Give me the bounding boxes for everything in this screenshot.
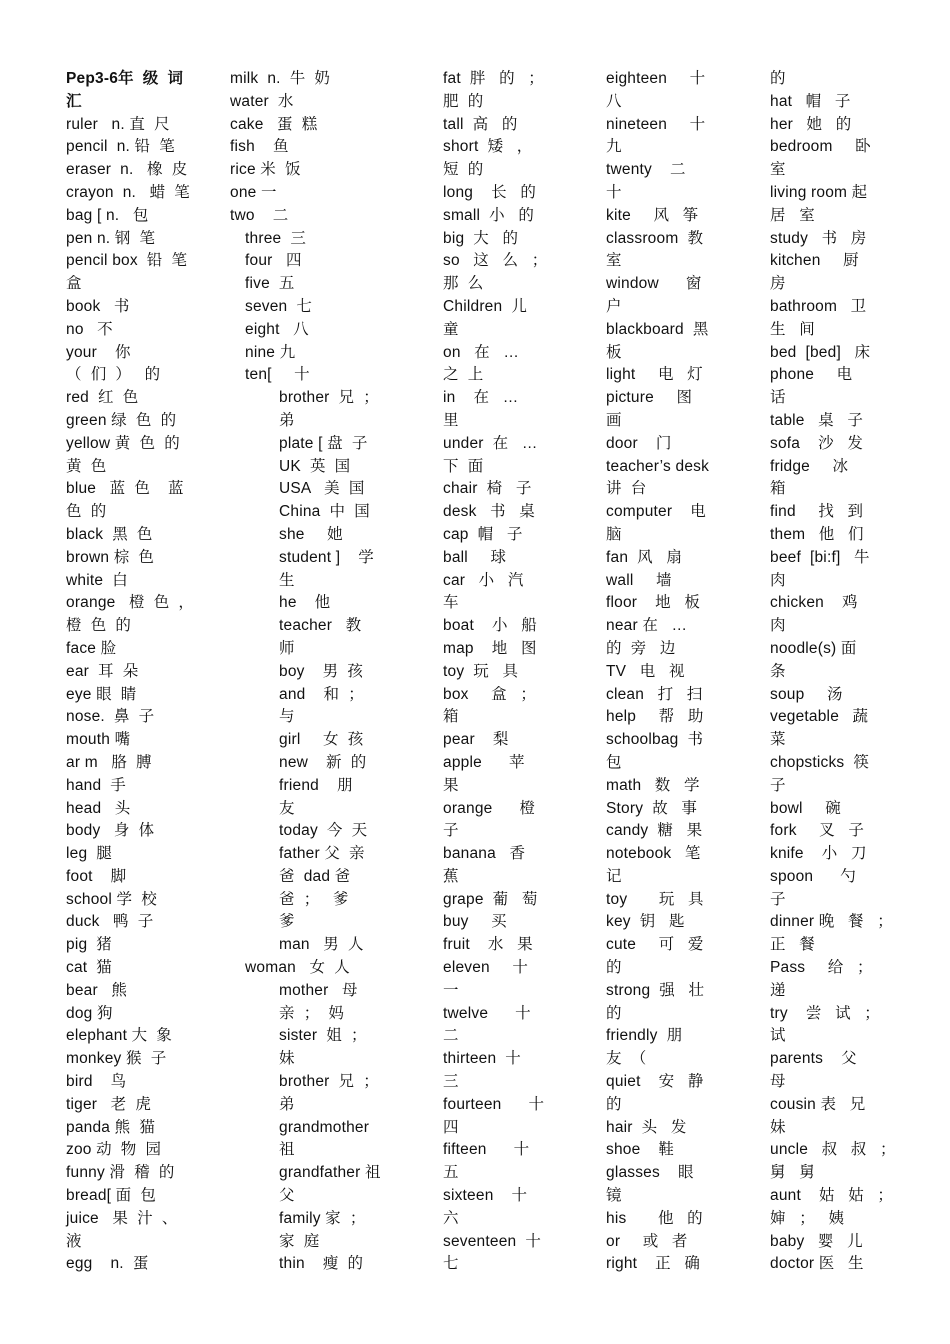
vocab-line: head 头 <box>66 799 131 817</box>
vocab-line: twenty 二 <box>606 161 686 179</box>
vocab-line: toy 玩 具 <box>443 662 519 680</box>
vocab-line: 试 <box>770 1027 786 1045</box>
vocab-line: 的 <box>606 1095 622 1113</box>
vocab-line: study 书 房 <box>770 229 867 247</box>
vocab-line: USA 美 国 <box>279 480 365 498</box>
vocab-line: orange 橙 色 ， <box>66 594 195 612</box>
vocab-line: hand 手 <box>66 776 126 794</box>
vocab-line: banana 香 <box>443 845 526 863</box>
vocab-line: pen n. 钢 笔 <box>66 229 156 247</box>
vocab-line: short 矮 ， <box>443 138 533 156</box>
vocab-line: near 在 … <box>606 617 688 635</box>
vocab-line: school 学 校 <box>66 890 157 908</box>
vocab-line: China 中 国 <box>279 503 370 521</box>
vocab-line: beef [bi:f] 牛 <box>770 548 870 566</box>
vocab-line: 童 <box>443 320 459 338</box>
vocab-line: boy 男 孩 <box>279 662 364 680</box>
vocab-line: them 他 们 <box>770 525 864 543</box>
vocab-line: 亲 ； 妈 <box>279 1004 345 1022</box>
vocab-line: 爹 <box>279 913 295 931</box>
vocab-line: friend 朋 <box>279 776 353 794</box>
vocab-line: floor 地 板 <box>606 594 701 612</box>
vocab-line: she 她 <box>279 525 343 543</box>
vocab-line: bread[ 面 包 <box>66 1187 157 1205</box>
vocab-line: today 今 天 <box>279 822 368 840</box>
vocab-line: eye 眼 睛 <box>66 685 137 703</box>
vocab-line: apple 苹 <box>443 753 525 771</box>
vocab-line: 蕉 <box>443 867 459 885</box>
vocab-line: thin 瘦 的 <box>279 1255 364 1273</box>
vocab-line: 肉 <box>770 617 786 635</box>
vocab-line: rice 米 饭 <box>230 161 301 179</box>
vocab-line: 子 <box>770 890 786 908</box>
vocab-line: window 窗 <box>606 275 702 293</box>
vocab-line: grape 葡 萄 <box>443 890 538 908</box>
vocab-line: ar m 胳 膊 <box>66 753 152 771</box>
vocab-line: pencil n. 铅 笔 <box>66 138 175 156</box>
vocab-line: fridge 冰 <box>770 457 849 475</box>
vocab-line: ball 球 <box>443 548 507 566</box>
vocab-line: 户 <box>606 297 622 315</box>
vocab-line: body 身 体 <box>66 822 155 840</box>
vocab-line: map 地 图 <box>443 639 537 657</box>
vocab-line: bag [ n. 包 <box>66 206 149 224</box>
vocab-line: bedroom 卧 <box>770 138 871 156</box>
vocab-line: chopsticks 筷 <box>770 753 870 771</box>
vocab-line: grandmother <box>279 1118 370 1136</box>
vocab-line: 盒 <box>66 275 82 293</box>
vocab-line: ten[ 十 <box>245 366 310 384</box>
vocab-line: spoon 勺 <box>770 867 856 885</box>
vocab-line: 师 <box>279 639 295 657</box>
vocab-line: right 正 确 <box>606 1255 701 1273</box>
vocab-line: 爸 ； 爹 <box>279 890 349 908</box>
vocab-column-2 <box>230 68 388 1276</box>
vocab-line: candy 糖 果 <box>606 822 703 840</box>
vocab-line: phone 电 <box>770 366 853 384</box>
vocab-line: ruler n. 直 尺 <box>66 115 170 133</box>
vocab-line: computer 电 <box>606 503 706 521</box>
vocab-line: duck 鸭 子 <box>66 913 154 931</box>
vocab-column-4 <box>606 68 708 1276</box>
vocab-line: 子 <box>770 776 786 794</box>
vocab-line: 那 么 <box>443 275 484 293</box>
vocab-line: 一 <box>443 981 459 999</box>
vocab-line: green 绿 色 的 <box>66 411 177 429</box>
vocab-line: box 盒 ； <box>443 685 537 703</box>
vocab-line: tall 高 的 <box>443 115 518 133</box>
vocab-line: 三 <box>443 1073 459 1091</box>
vocab-line: 妹 <box>279 1050 295 1068</box>
vocab-line: 弟 <box>279 1095 295 1113</box>
vocab-line: cat 猫 <box>66 959 112 977</box>
vocab-line: pencil box 铅 笔 <box>66 252 188 270</box>
vocab-line: key 钥 匙 <box>606 913 685 931</box>
vocab-line: white 白 <box>66 571 128 589</box>
vocab-line: 黄 色 <box>66 457 107 475</box>
vocab-line: 话 <box>770 389 786 407</box>
vocab-line: door 门 <box>606 434 672 452</box>
vocab-line: schoolbag 书 <box>606 731 704 749</box>
vocab-line: 子 <box>443 822 459 840</box>
vocab-line: 下 面 <box>443 457 484 475</box>
vocab-line: plate [ 盘 子 <box>279 434 368 452</box>
vocab-line: ear 耳 朵 <box>66 662 139 680</box>
vocab-line: 二 <box>443 1027 459 1045</box>
vocab-line: face 脸 <box>66 639 117 657</box>
document-title-line: Pep3-6年 级 词 <box>66 70 184 87</box>
vocab-line: （ 们 ） 的 <box>66 366 161 384</box>
vocab-line: desk 书 桌 <box>443 503 535 521</box>
vocab-line: help 帮 助 <box>606 708 704 726</box>
vocab-line: Children 儿 <box>443 297 528 315</box>
vocab-line: 画 <box>606 411 622 429</box>
vocab-line: shoe 鞋 <box>606 1141 675 1159</box>
vocab-line: 包 <box>606 753 622 771</box>
vocab-line: family 家 ； <box>279 1209 366 1227</box>
vocab-line: big 大 的 <box>443 229 519 247</box>
vocab-line: in 在 … <box>443 389 519 407</box>
vocab-line: funny 滑 稽 的 <box>66 1164 175 1182</box>
vocab-column-3 <box>443 68 553 1276</box>
vocab-line: 爸 dad 爸 <box>279 867 351 885</box>
vocab-line: foot 脚 <box>66 867 127 885</box>
vocab-line: bird 鸟 <box>66 1073 127 1091</box>
vocab-line: monkey 猴 子 <box>66 1050 167 1068</box>
vocab-line: nose. 鼻 子 <box>66 708 155 726</box>
vocab-line: knife 小 刀 <box>770 845 867 863</box>
vocab-line: friendly 朋 <box>606 1027 683 1045</box>
vocab-line: noodle(s) 面 <box>770 639 857 657</box>
vocab-line: fruit 水 果 <box>443 936 533 954</box>
vocab-line: uncle 叔 叔 ； <box>770 1141 896 1159</box>
vocab-line: sister 姐 ； <box>279 1027 367 1045</box>
vocab-line: 车 <box>443 594 459 612</box>
vocab-line: math 数 学 <box>606 776 700 794</box>
vocab-line: bear 熊 <box>66 981 128 999</box>
vocab-line: black 黑 色 <box>66 525 153 543</box>
vocab-line: cousin 表 兄 <box>770 1095 866 1113</box>
vocab-line: kitchen 厨 <box>770 252 859 270</box>
vocab-line: Pass 给 ； <box>770 959 873 977</box>
vocab-line: 八 <box>606 92 622 110</box>
vocab-line: he 他 <box>279 594 331 612</box>
vocab-line: notebook 笔 <box>606 845 701 863</box>
vocab-line: eleven 十 <box>443 959 529 977</box>
vocab-line: 舅 舅 <box>770 1164 815 1182</box>
vocab-line: seven 七 <box>245 297 313 315</box>
vocab-line: pear 梨 <box>443 731 509 749</box>
vocab-line: 肥 的 <box>443 92 484 110</box>
vocab-line: 房 <box>770 275 786 293</box>
vocab-line: 的 <box>606 1004 622 1022</box>
vocab-line: three 三 <box>245 229 307 247</box>
vocab-line: seventeen 十 <box>443 1232 542 1250</box>
vocab-line: chicken 鸡 <box>770 594 858 612</box>
vocab-line: 五 <box>443 1164 459 1182</box>
vocab-line: so 这 么 ； <box>443 252 548 270</box>
vocab-line: bathroom 卫 <box>770 297 867 315</box>
vocab-line: 室 <box>770 161 786 179</box>
vocab-line: wall 墙 <box>606 571 672 589</box>
vocab-line: eight 八 <box>245 320 309 338</box>
vocab-line: your 你 <box>66 343 131 361</box>
vocab-line: 递 <box>770 981 786 999</box>
vocab-line: living room 起 <box>770 183 868 201</box>
vocab-line: blue 蓝 色 蓝 <box>66 480 184 498</box>
vocab-line: doctor 医 生 <box>770 1255 864 1273</box>
vocab-line: panda 熊 猫 <box>66 1118 156 1136</box>
vocab-line: 镜 <box>606 1187 622 1205</box>
vocab-line: table 桌 子 <box>770 411 864 429</box>
vocab-line: 十 <box>606 183 622 201</box>
vocab-line: 的 旁 边 <box>606 639 676 657</box>
vocab-line: small 小 的 <box>443 206 535 224</box>
vocab-line: student ] 学 <box>279 548 374 566</box>
vocab-line: bed [bed] 床 <box>770 343 871 361</box>
vocab-line: book 书 <box>66 297 130 315</box>
vocab-line: red 红 色 <box>66 389 139 407</box>
vocab-line: chair 椅 子 <box>443 480 532 498</box>
vocab-line: 七 <box>443 1255 459 1273</box>
vocab-line: 记 <box>606 867 622 885</box>
vocab-line: egg n. 蛋 <box>66 1255 149 1273</box>
vocab-line: juice 果 汁 、 <box>66 1209 178 1227</box>
vocab-line: or 或 者 <box>606 1232 688 1250</box>
vocab-line: 脑 <box>606 525 622 543</box>
vocab-line: 短 的 <box>443 161 484 179</box>
vocab-line: mouth 嘴 <box>66 731 131 749</box>
vocab-line: crayon n. 蜡 笔 <box>66 183 190 201</box>
vocab-line: sofa 沙 发 <box>770 434 864 452</box>
vocab-column-5 <box>770 68 896 1276</box>
vocab-line: 的 <box>606 959 622 977</box>
vocab-line: blackboard 黑 <box>606 320 709 338</box>
vocab-line: and 和 ； <box>279 685 364 703</box>
vocab-line: father 父 亲 <box>279 845 365 863</box>
vocab-line: 之 上 <box>443 366 484 384</box>
vocab-line: 橙 色 的 <box>66 617 132 635</box>
vocab-line: clean 打 扫 <box>606 685 703 703</box>
vocab-line: 祖 <box>279 1141 295 1159</box>
vocab-line: brother 兄 ； <box>279 1073 379 1091</box>
vocab-line: thirteen 十 <box>443 1050 522 1068</box>
vocab-line: nine 九 <box>245 343 296 361</box>
vocab-line: no 不 <box>66 320 113 338</box>
vocab-line: long 长 的 <box>443 183 537 201</box>
vocab-line: 的 <box>770 70 786 87</box>
vocab-line: teacher’s desk <box>606 457 710 475</box>
vocab-line: zoo 动 物 园 <box>66 1141 162 1159</box>
vocab-line: brown 棕 色 <box>66 548 155 566</box>
vocab-line: four 四 <box>245 252 302 270</box>
vocab-line: tiger 老 虎 <box>66 1095 152 1113</box>
vocab-line: 生 <box>279 571 295 589</box>
vocab-line: 婶 ； 姨 <box>770 1209 845 1227</box>
vocab-line: fourteen 十 <box>443 1095 545 1113</box>
vocab-line: her 她 的 <box>770 115 852 133</box>
vocab-line: nineteen 十 <box>606 115 706 133</box>
vocab-line: five 五 <box>245 275 295 293</box>
vocab-line: two 二 <box>230 206 289 224</box>
vocab-line: glasses 眼 <box>606 1164 694 1182</box>
vocab-line: aunt 姑 姑 ； <box>770 1187 894 1205</box>
vocab-line: new 新 的 <box>279 753 367 771</box>
vocab-line: 生 间 <box>770 320 815 338</box>
vocab-line: 箱 <box>770 480 786 498</box>
vocab-line: cap 帽 子 <box>443 525 523 543</box>
vocab-line: teacher 教 <box>279 617 362 635</box>
vocab-line: 六 <box>443 1209 459 1227</box>
vocab-line: 四 <box>443 1118 459 1136</box>
vocab-line: eighteen 十 <box>606 70 706 87</box>
vocab-line: 里 <box>443 411 459 429</box>
vocab-line: dinner 晚 餐 ； <box>770 913 893 931</box>
vocab-line: girl 女 孩 <box>279 731 364 749</box>
vocab-column-1 <box>66 68 214 1276</box>
vocab-line: soup 汤 <box>770 685 843 703</box>
vocab-line: 肉 <box>770 571 786 589</box>
vocab-line: sixteen 十 <box>443 1187 528 1205</box>
vocab-line: vegetable 蔬 <box>770 708 869 726</box>
vocab-line: orange 橙 <box>443 799 536 817</box>
vocab-line: brother 兄 ； <box>279 389 379 407</box>
vocab-line: fifteen 十 <box>443 1141 530 1159</box>
vocab-line: find 找 到 <box>770 503 864 521</box>
vocab-line: eraser n. 橡 皮 <box>66 161 188 179</box>
vocab-line: 液 <box>66 1232 82 1250</box>
vocab-line: hat 帽 子 <box>770 92 851 110</box>
vocab-line: 九 <box>606 138 622 156</box>
vocab-line: 家 庭 <box>279 1232 320 1250</box>
vocab-line: boat 小 船 <box>443 617 537 635</box>
vocab-line: car 小 汽 <box>443 571 524 589</box>
vocab-line: buy 买 <box>443 913 507 931</box>
vocab-line: 板 <box>606 343 622 361</box>
vocab-line: twelve 十 <box>443 1004 531 1022</box>
vocab-line: hair 头 发 <box>606 1118 687 1136</box>
vocab-line: fan 风 扇 <box>606 548 683 566</box>
vocab-line: 居 室 <box>770 206 815 224</box>
vocab-line: strong 强 壮 <box>606 981 705 999</box>
vocab-line: cute 可 爱 <box>606 936 704 954</box>
vocab-line: 室 <box>606 252 622 270</box>
vocab-line: milk n. 牛 奶 <box>230 70 331 87</box>
vocab-line: 友 <box>279 799 295 817</box>
document-title-line: 汇 <box>66 92 82 110</box>
vocab-line: water 水 <box>230 92 294 110</box>
vocab-line: mother 母 <box>279 981 358 999</box>
vocab-line: 菜 <box>770 731 786 749</box>
vocab-line: bowl 碗 <box>770 799 841 817</box>
vocab-line: kite 风 筝 <box>606 206 699 224</box>
vocab-line: UK 英 国 <box>279 457 351 475</box>
vocab-line: yellow 黄 色 的 <box>66 434 180 452</box>
vocab-line: 母 <box>770 1073 786 1091</box>
vocab-line: 弟 <box>279 411 295 429</box>
vocab-line: light 电 灯 <box>606 366 703 384</box>
vocab-line: classroom 教 <box>606 229 704 247</box>
vocab-line: toy 玩 具 <box>606 890 704 908</box>
vocab-line: 妹 <box>770 1118 786 1136</box>
vocab-line: Story 故 事 <box>606 799 698 817</box>
vocab-line: leg 腿 <box>66 845 112 863</box>
vocab-line: baby 婴 儿 <box>770 1232 863 1250</box>
vocab-line: grandfather 祖 <box>279 1164 381 1182</box>
vocab-line: 果 <box>443 776 459 794</box>
vocab-line: 色 的 <box>66 503 107 521</box>
vocab-line: 正 餐 <box>770 936 815 954</box>
vocab-line: 友 （ <box>606 1050 647 1068</box>
vocab-line: picture 图 <box>606 389 693 407</box>
vocab-line: on 在 … <box>443 343 520 361</box>
vocab-line: 箱 <box>443 708 459 726</box>
vocab-line: dog 狗 <box>66 1004 113 1022</box>
vocab-line: 讲 台 <box>606 480 647 498</box>
vocab-line: 父 <box>279 1187 295 1205</box>
vocab-line: cake 蛋 糕 <box>230 115 318 133</box>
vocab-line: 条 <box>770 662 786 680</box>
vocab-line: under 在 … <box>443 434 538 452</box>
vocab-line: woman 女 人 <box>245 959 350 977</box>
vocab-line: fish 鱼 <box>230 138 289 156</box>
vocab-line: fork 叉 子 <box>770 822 865 840</box>
vocab-line: fat 胖 的 ； <box>443 70 544 87</box>
vocab-line: pig 猪 <box>66 936 112 954</box>
vocab-line: his 他 的 <box>606 1209 703 1227</box>
vocab-line: TV 电 视 <box>606 662 685 680</box>
vocab-line: elephant 大 象 <box>66 1027 172 1045</box>
vocab-line: parents 父 <box>770 1050 857 1068</box>
vocab-line: man 男 人 <box>279 936 364 954</box>
vocab-line: quiet 安 静 <box>606 1073 704 1091</box>
vocab-line: 与 <box>279 708 295 726</box>
vocab-line: one 一 <box>230 183 277 201</box>
vocab-line: try 尝 试 ； <box>770 1004 880 1022</box>
